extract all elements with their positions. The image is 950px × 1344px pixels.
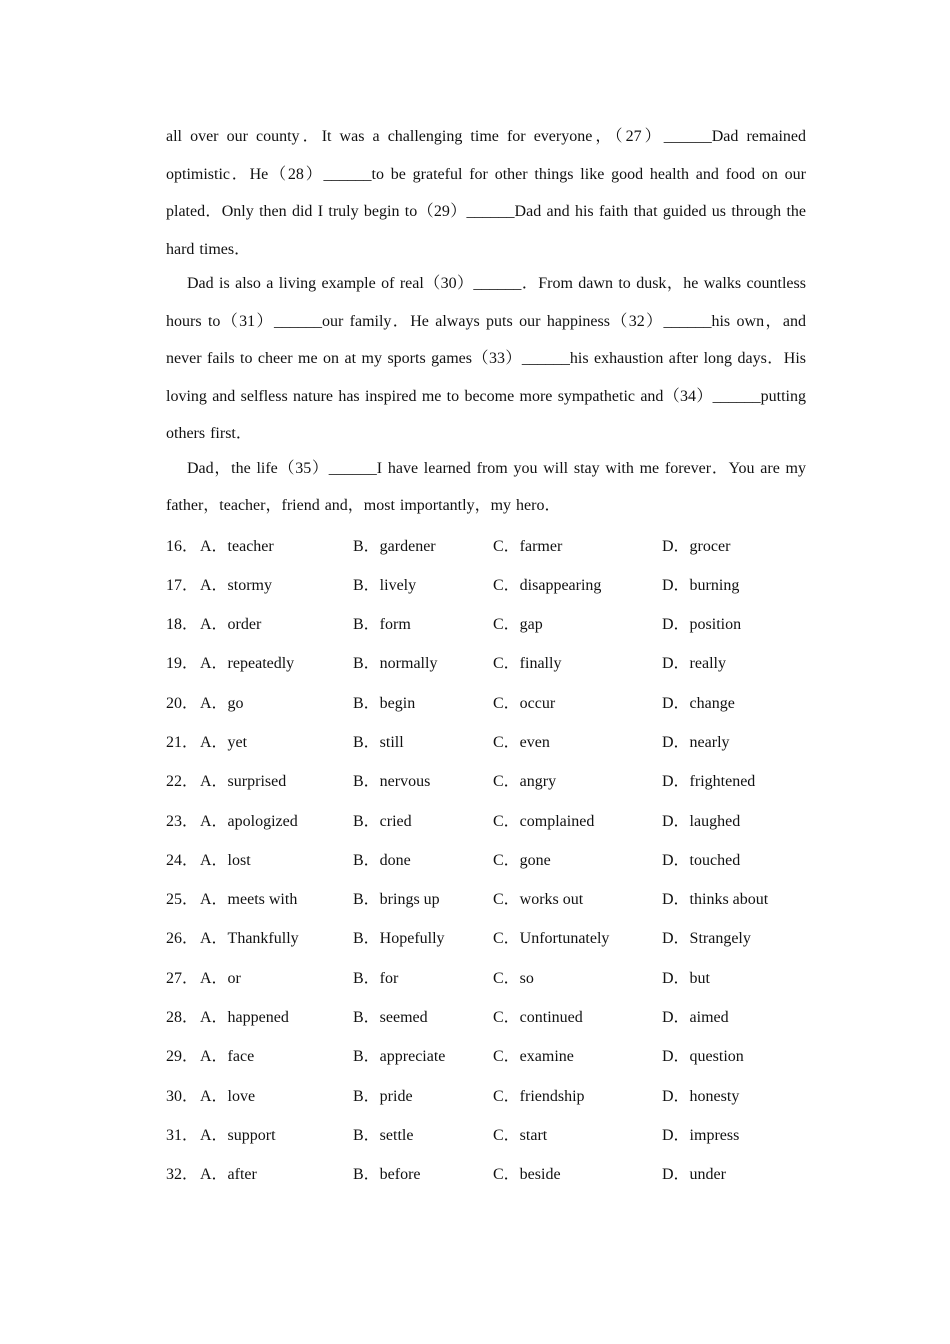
option-b: B．lively xyxy=(353,576,417,594)
question-row xyxy=(166,605,806,644)
passage-paragraph-3: Dad，the life（35）______I have learned from you will stay with me forever．You are my father，teacher，friend and，most importantly，my hero． xyxy=(166,459,806,514)
question-number: 32． xyxy=(166,1166,199,1184)
option-b: B．done xyxy=(353,851,411,869)
option-c: C．disappearing xyxy=(493,576,602,594)
question-row xyxy=(166,802,806,841)
question-row xyxy=(166,959,806,998)
option-d: D．grocer xyxy=(662,537,731,555)
option-a: A．go xyxy=(200,694,244,712)
option-d: D．touched xyxy=(662,851,741,869)
option-a: A．yet xyxy=(200,733,248,751)
passage-paragraph-2: Dad is also a living example of real（30）______．From dawn to dusk，he walks countless hours to（31）______our family．He always puts our happiness（32）______his own，and never fails to cheer me on at my sports games（33）______his exhaustion after long days．His loving and selfless nature has inspired me to become more sympathetic and（34）______putting others first． xyxy=(166,275,806,442)
option-b: B．brings up xyxy=(353,891,440,909)
option-c: C．examine xyxy=(493,1048,574,1066)
option-d: D．nearly xyxy=(662,733,730,751)
option-d: D．frightened xyxy=(662,773,756,791)
option-a: A．order xyxy=(200,616,262,634)
question-row xyxy=(166,1155,806,1194)
option-b: B．gardener xyxy=(353,537,436,555)
option-d: D．burning xyxy=(662,576,740,594)
question-row xyxy=(166,684,806,723)
option-a: A．lost xyxy=(200,851,251,869)
option-a: A．meets with xyxy=(200,891,298,909)
question-row xyxy=(166,841,806,880)
question-number: 21． xyxy=(166,733,199,751)
question-number: 20． xyxy=(166,694,199,712)
option-d: D．laughed xyxy=(662,812,741,830)
option-c: C．so xyxy=(493,969,534,987)
option-c: C．works out xyxy=(493,891,584,909)
question-number: 27． xyxy=(166,969,199,987)
option-d: D．under xyxy=(662,1166,726,1184)
option-c: C．continued xyxy=(493,1009,583,1027)
option-d: D．question xyxy=(662,1048,744,1066)
option-a: A．happened xyxy=(200,1009,289,1027)
question-row xyxy=(166,919,806,958)
option-b: B．form xyxy=(353,616,411,634)
option-c: C．Unfortunately xyxy=(493,930,610,948)
option-b: B．begin xyxy=(353,694,416,712)
option-c: C．friendship xyxy=(493,1087,585,1105)
option-d: D．aimed xyxy=(662,1009,729,1027)
option-c: C．even xyxy=(493,733,550,751)
option-b: B．appreciate xyxy=(353,1048,446,1066)
option-b: B．before xyxy=(353,1166,421,1184)
option-d: D．honesty xyxy=(662,1087,740,1105)
question-row xyxy=(166,762,806,801)
option-a: A．Thankfully xyxy=(200,930,299,948)
question-number: 25． xyxy=(166,891,199,909)
option-a: A．support xyxy=(200,1126,276,1144)
option-b: B．still xyxy=(353,733,404,751)
option-d: D．but xyxy=(662,969,711,987)
question-number: 19． xyxy=(166,655,199,673)
option-a: A．repeatedly xyxy=(200,655,295,673)
option-d: D．change xyxy=(662,694,735,712)
option-c: C．angry xyxy=(493,773,557,791)
option-b: B．nervous xyxy=(353,773,431,791)
option-d: D．impress xyxy=(662,1126,740,1144)
option-a: A．teacher xyxy=(200,537,274,555)
option-c: C．gap xyxy=(493,616,543,634)
question-number: 29． xyxy=(166,1048,199,1066)
option-c: C．finally xyxy=(493,655,562,673)
option-d: D．position xyxy=(662,616,742,634)
question-row xyxy=(166,1037,806,1076)
option-d: D．thinks about xyxy=(662,891,769,909)
option-c: C．farmer xyxy=(493,537,563,555)
option-a: A．face xyxy=(200,1048,255,1066)
question-row xyxy=(166,723,806,762)
question-number: 30． xyxy=(166,1087,199,1105)
question-number: 28． xyxy=(166,1009,199,1027)
question-row xyxy=(166,566,806,605)
option-b: B．normally xyxy=(353,655,438,673)
option-a: A．surprised xyxy=(200,773,287,791)
option-c: C．gone xyxy=(493,851,551,869)
option-c: C．occur xyxy=(493,694,556,712)
option-a: A．after xyxy=(200,1166,257,1184)
option-c: C．complained xyxy=(493,812,595,830)
option-b: B．seemed xyxy=(353,1009,428,1027)
question-row xyxy=(166,644,806,683)
question-row xyxy=(166,1077,806,1116)
passage-paragraph-1: all over our county．It was a challenging time for everyone，（27）______Dad remained optimistic．He（28）______to be grateful for other things like good health and food on our plated．Only then did I truly begin to（29）______Dad and his faith that guided us through the hard times． xyxy=(166,128,806,258)
option-b: B．pride xyxy=(353,1087,413,1105)
option-a: A．apologized xyxy=(200,812,298,830)
option-d: D．really xyxy=(662,655,726,673)
question-number: 23． xyxy=(166,812,199,830)
question-number: 26． xyxy=(166,930,199,948)
question-number: 31． xyxy=(166,1126,199,1144)
option-b: B．settle xyxy=(353,1126,414,1144)
document-page xyxy=(166,118,806,1195)
question-row xyxy=(166,1116,806,1155)
option-a: A．love xyxy=(200,1087,256,1105)
question-number: 24． xyxy=(166,851,199,869)
option-b: B．cried xyxy=(353,812,412,830)
question-options-list xyxy=(166,527,806,1195)
option-a: A．or xyxy=(200,969,241,987)
question-row xyxy=(166,880,806,919)
question-number: 22． xyxy=(166,773,199,791)
option-c: C．start xyxy=(493,1126,548,1144)
option-b: B．Hopefully xyxy=(353,930,445,948)
question-number: 17． xyxy=(166,576,199,594)
option-b: B．for xyxy=(353,969,399,987)
option-a: A．stormy xyxy=(200,576,273,594)
question-row xyxy=(166,998,806,1037)
option-d: D．Strangely xyxy=(662,930,751,948)
option-c: C．beside xyxy=(493,1166,561,1184)
question-number: 18． xyxy=(166,616,199,634)
question-row xyxy=(166,527,806,566)
question-number: 16． xyxy=(166,537,199,555)
